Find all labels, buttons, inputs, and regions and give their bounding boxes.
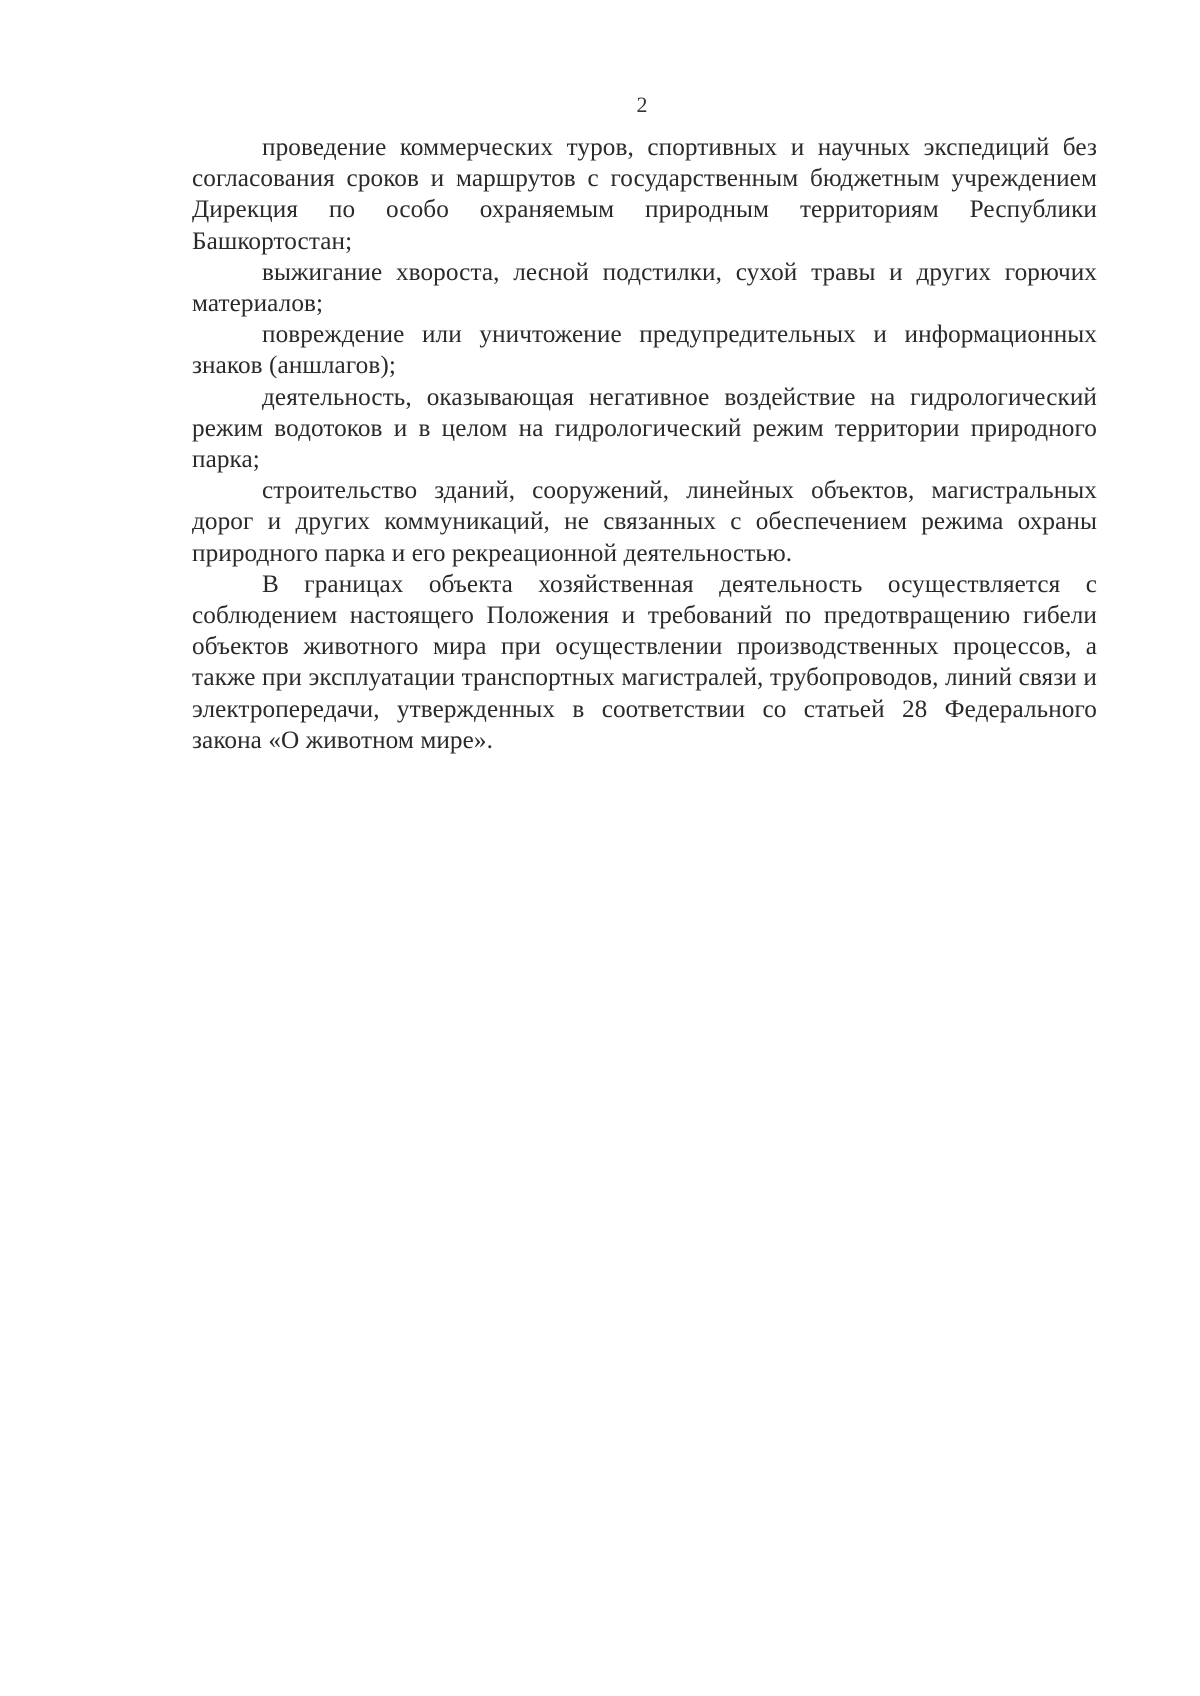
page-number: 2: [636, 92, 648, 117]
paragraph-hydrology: деятельность, оказывающая негативное воздействие на гидрологический режим водотоков и в целом на гидрологический режим территории природного парка;: [192, 383, 1097, 474]
paragraph-signs-damage: повреждение или уничтожение предупредительных и информационных знаков (аншлагов);: [192, 321, 1097, 380]
paragraph-construction: строительство зданий, сооружений, линейных объектов, магистральных дорог и других коммуникаций, не связанных с обеспечением режима охраны природного парка и его рекреационной деятельностью.: [192, 477, 1097, 567]
paragraph-economic-activity: В границах объекта хозяйственная деятельность осуществляется с соблюдением настоящего Положения и требований по предотвращению гибели объектов животного мира при осуществлении производственных процессов, а также при эксплуатации транспортных магистралей, трубопроводов, линий связи и электропередачи, утвержденных в соответствии со статьей 28 Федерального закона «О животном мире».: [192, 570, 1097, 754]
paragraph-burning: выжигание хвороста, лесной подстилки, сухой травы и других горючих материалов;: [192, 258, 1097, 318]
paragraph-commercial-tours: проведение коммерческих туров, спортивных и научных экспедиций без согласования сроков и маршрутов с государственным бюджетным учреждением Дирекция по особо охраняемым природным территориям Республики Башкортостан;: [192, 134, 1097, 255]
document-body: [192, 132, 1097, 756]
